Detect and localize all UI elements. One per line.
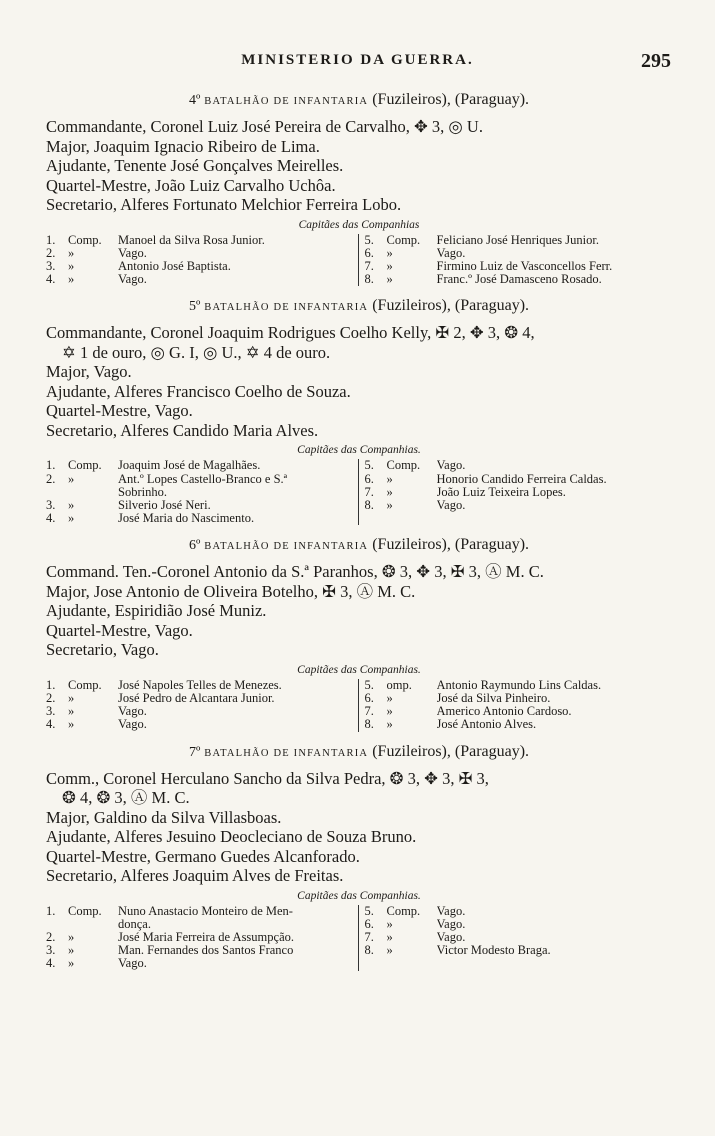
officer-line: Secretario, Vago. [46, 640, 159, 660]
company-abbrev: » [68, 471, 75, 486]
officer-line: Ajudante, Alferes Jesuino Deocleciano de Souza Bruno. [46, 827, 417, 847]
officer-line: ❂ 4, ❂ 3, Ⓐ M. C. [62, 788, 190, 808]
company-number: 5. [364, 677, 374, 692]
company-row [365, 944, 673, 957]
captain-name: Vago. [436, 917, 466, 931]
battalion-subtitle: (Fuzileiros), (Paraguay). [372, 91, 530, 108]
battalion-number: 5º [188, 299, 201, 315]
company-abbrev: » [386, 471, 393, 486]
company-row [365, 905, 673, 918]
captain-name: Vago. [436, 459, 466, 473]
officer-line: Secretario, Alferes Joaquim Alves de Freitas. [46, 866, 344, 886]
captain-name: Victor Modesto Braga. [436, 944, 551, 958]
company-abbrev: » [386, 484, 393, 499]
captain-name: José Napoles Telles de Menezes. [118, 678, 282, 692]
captain-name: José Pedro de Alcantara Junior. [118, 692, 275, 706]
companies-column-right [359, 459, 673, 525]
officer-line: Major, Vago. [46, 362, 132, 382]
captain-name: Sobrinho. [118, 485, 167, 499]
company-number: 7. [364, 704, 374, 719]
company-row [46, 679, 354, 692]
company-abbrev: » [68, 930, 75, 945]
captain-name: donça. [118, 917, 151, 931]
company-number: 2. [46, 691, 56, 706]
company-row [46, 273, 354, 286]
company-row [46, 957, 354, 970]
company-abbrev: Comp. [68, 903, 102, 918]
company-abbrev: Comp. [386, 232, 421, 247]
company-abbrev: » [68, 956, 75, 971]
company-abbrev: » [68, 943, 75, 958]
officer-line: Comm., Coronel Herculano Sancho da Silva Pedra, ❂ 3, ✥ 3, ✠ 3, [46, 768, 489, 788]
companies-column-right [359, 679, 673, 732]
company-row [46, 705, 354, 718]
officer-line: Ajudante, Tenente José Gonçalves Meirelles. [46, 156, 344, 175]
captain-name: Antonio José Baptista. [118, 259, 231, 273]
battalion-title [46, 533, 672, 558]
company-abbrev: » [68, 258, 75, 273]
company-number: 6. [364, 245, 374, 260]
company-row [365, 692, 673, 705]
battalion-section [46, 740, 672, 971]
battalion-number: 7º [188, 744, 201, 760]
company-abbrev: » [68, 497, 75, 512]
company-abbrev: Comp. [68, 677, 102, 692]
captain-name: Vago. [436, 498, 466, 512]
company-number: 2. [46, 245, 56, 260]
company-row [365, 931, 673, 944]
battalion-number: 6º [188, 538, 201, 554]
company-number: 6. [364, 916, 374, 931]
officer-list [46, 323, 672, 440]
company-number: 2. [46, 471, 56, 486]
company-abbrev: » [68, 511, 75, 526]
officer-line: Commandante, Coronel Joaquim Rodrigues Coelho Kelly, ✠ 2, ✥ 3, ❂ 4, [46, 323, 535, 343]
captain-name: Vago. [436, 904, 466, 918]
company-abbrev: » [68, 245, 75, 260]
captain-name: Firmino Luiz de Vasconcellos Ferr. [436, 259, 613, 273]
company-row [365, 260, 673, 273]
officer-line: Quartel-Mestre, Vago. [46, 401, 193, 421]
company-row [365, 486, 673, 499]
company-row [365, 705, 673, 718]
companies-column-left [46, 459, 359, 525]
company-abbrev: » [68, 717, 75, 732]
battalion-title [46, 294, 672, 319]
company-row [365, 679, 673, 692]
captain-name: Vago. [118, 705, 147, 719]
company-abbrev: » [386, 930, 393, 945]
company-abbrev: » [386, 258, 393, 273]
captain-name: Vago. [118, 246, 147, 260]
companies-column-left [46, 905, 359, 971]
company-row [365, 273, 673, 286]
companies-title: Capitães das Companhias. [297, 663, 421, 676]
company-abbrev: » [386, 691, 393, 706]
company-abbrev: » [386, 717, 393, 732]
battalion-caps-title: BATALHÃO DE INFANTARIA [204, 302, 369, 314]
company-row [365, 918, 673, 931]
page-header [0, 52, 715, 78]
officer-line: Commandante, Coronel Luiz José Pereira de Carvalho, ✥ 3, ◎ U. [46, 117, 483, 136]
company-number: 8. [364, 943, 374, 958]
company-abbrev [68, 486, 118, 499]
company-abbrev [68, 918, 118, 931]
captain-name: José da Silva Pinheiro. [436, 692, 551, 706]
captain-name: Silverio José Neri. [118, 498, 211, 512]
company-row [46, 918, 354, 931]
company-number: 4. [46, 272, 56, 287]
officer-line: Command. Ten.-Coronel Antonio da S.ª Paranhos, ❂ 3, ✥ 3, ✠ 3, Ⓐ M. C. [46, 562, 544, 582]
company-number: 6. [364, 471, 374, 486]
page-number: 295 [641, 50, 671, 72]
companies-column-left [46, 234, 359, 287]
company-abbrev: omp. [386, 677, 412, 692]
battalion-caps-title: BATALHÃO DE INFANTARIA [204, 541, 369, 553]
company-abbrev: » [68, 691, 75, 706]
running-title: MINISTERIO DA GUERRA. [241, 52, 474, 68]
captain-name: João Luiz Teixeira Lopes. [436, 485, 566, 499]
battalion-subtitle: (Fuzileiros), (Paraguay). [372, 536, 530, 554]
captain-name: Vago. [118, 957, 147, 971]
company-row [46, 512, 354, 525]
captain-name: Man. Fernandes dos Santos Franco [118, 944, 294, 958]
officer-line: Secretario, Alferes Fortunato Melchior Ferreira Lobo. [46, 195, 402, 214]
company-number: 4. [46, 717, 56, 732]
company-abbrev: » [386, 943, 393, 958]
company-number: 8. [364, 717, 374, 732]
company-row [46, 718, 354, 731]
captain-name: Franc.º José Damasceno Rosado. [436, 273, 602, 287]
page-content [46, 88, 672, 979]
captain-name: Americo Antonio Cardoso. [436, 705, 572, 719]
companies-table [46, 234, 672, 287]
companies-table [46, 679, 672, 732]
company-number: 2. [46, 930, 56, 945]
company-row [46, 486, 354, 499]
company-number: 3. [46, 258, 56, 273]
companies-title: Capitães das Companhias. [297, 889, 421, 902]
officer-line: Major, Galdino da Silva Villasboas. [46, 807, 282, 827]
captain-name: Manoel da Silva Rosa Junior. [118, 233, 265, 247]
company-row [365, 459, 673, 472]
company-row [365, 499, 673, 512]
battalion-caps-title: BATALHÃO DE INFANTARIA [204, 96, 369, 107]
companies-column-right [359, 234, 673, 287]
company-number: 5. [364, 232, 374, 247]
battalion-number: 4º [188, 93, 201, 108]
officer-line: Quartel-Mestre, Germano Guedes Alcanforado. [46, 846, 360, 866]
company-number: 1. [46, 677, 56, 692]
captain-name: Vago. [436, 246, 466, 260]
battalion-subtitle: (Fuzileiros), (Paraguay). [372, 297, 530, 315]
company-row [46, 459, 354, 472]
company-abbrev: » [68, 704, 75, 719]
company-row [46, 234, 354, 247]
captain-name: Honorio Candido Ferreira Caldas. [436, 472, 607, 486]
company-number: 7. [364, 930, 374, 945]
captain-name: Feliciano José Henriques Junior. [436, 233, 599, 247]
company-abbrev: » [386, 245, 393, 260]
captain-name: José Maria Ferreira de Assumpção. [118, 931, 294, 945]
officer-line: Quartel-Mestre, João Luiz Carvalho Uchôa. [46, 175, 336, 195]
companies-title: Capitães das Companhias. [297, 444, 421, 457]
battalion-section [46, 88, 672, 286]
company-row [46, 499, 354, 512]
company-row [46, 247, 354, 260]
battalion-section [46, 533, 672, 731]
company-abbrev: Comp. [386, 903, 421, 918]
captain-name: Vago. [118, 273, 147, 287]
company-abbrev: » [386, 272, 393, 287]
battalion-section [46, 294, 672, 525]
company-abbrev: Comp. [386, 458, 421, 473]
captain-name: Antonio Raymundo Lins Caldas. [436, 678, 602, 692]
captain-name: Vago. [118, 718, 147, 732]
company-number: 8. [364, 497, 374, 512]
company-number: 3. [46, 943, 56, 958]
battalion-title [46, 88, 672, 113]
captain-name: Nuno Anastacio Monteiro de Men- [118, 904, 293, 918]
officer-line: Ajudante, Espiridião José Muniz. [46, 601, 267, 621]
companies-column-left [46, 679, 359, 732]
company-row [365, 473, 673, 486]
company-number: 3. [46, 704, 56, 719]
company-number: 6. [364, 691, 374, 706]
companies-table [46, 459, 672, 525]
captain-name: José Maria do Nascimento. [118, 512, 255, 526]
company-row [365, 718, 673, 731]
company-number: 8. [364, 272, 374, 287]
companies-title: Capitães das Companhias [298, 218, 420, 231]
company-number: 5. [364, 903, 374, 918]
company-abbrev: Comp. [68, 232, 102, 247]
company-abbrev: Comp. [68, 458, 102, 473]
company-number: 4. [46, 956, 56, 971]
company-abbrev: » [68, 272, 75, 287]
company-abbrev: » [386, 704, 393, 719]
battalion-subtitle: (Fuzileiros), (Paraguay). [372, 742, 530, 760]
company-number: 4. [46, 511, 56, 526]
company-number: 1. [46, 232, 56, 247]
officer-line: Major, Joaquim Ignacio Ribeiro de Lima. [46, 136, 320, 156]
captain-name: Vago. [436, 931, 466, 945]
battalion-title [46, 740, 672, 765]
captain-name: José Antonio Alves. [436, 718, 537, 732]
officer-list [46, 562, 672, 660]
companies-table [46, 905, 672, 971]
officer-line: Secretario, Alferes Candido Maria Alves. [46, 420, 319, 440]
companies-column-right [359, 905, 673, 971]
company-row [46, 931, 354, 944]
officer-line: Quartel-Mestre, Vago. [46, 620, 193, 640]
company-row [365, 247, 673, 260]
captain-name: Ant.º Lopes Castello-Branco e S.ª [118, 472, 288, 486]
company-number: 7. [364, 258, 374, 273]
company-number: 5. [364, 458, 374, 473]
company-number: 1. [46, 458, 56, 473]
company-number [46, 486, 68, 499]
officer-list [46, 117, 672, 215]
captain-name: Joaquim José de Magalhães. [118, 459, 261, 473]
company-row [46, 692, 354, 705]
company-row [46, 905, 354, 918]
battalion-caps-title: BATALHÃO DE INFANTARIA [204, 747, 369, 759]
officer-list [46, 769, 672, 886]
company-number: 7. [364, 484, 374, 499]
officer-line: ✡ 1 de ouro, ◎ G. I, ◎ U., ✡ 4 de ouro. [62, 342, 331, 362]
company-row [46, 260, 354, 273]
company-number: 3. [46, 497, 56, 512]
company-abbrev: » [386, 916, 393, 931]
company-number: 1. [46, 903, 56, 918]
officer-line: Ajudante, Alferes Francisco Coelho de Souza. [46, 381, 351, 401]
company-abbrev: » [386, 497, 393, 512]
company-row [365, 234, 673, 247]
company-row [46, 944, 354, 957]
company-row [46, 473, 354, 486]
officer-line: Major, Jose Antonio de Oliveira Botelho, ✠ 3, Ⓐ M. C. [46, 581, 416, 601]
